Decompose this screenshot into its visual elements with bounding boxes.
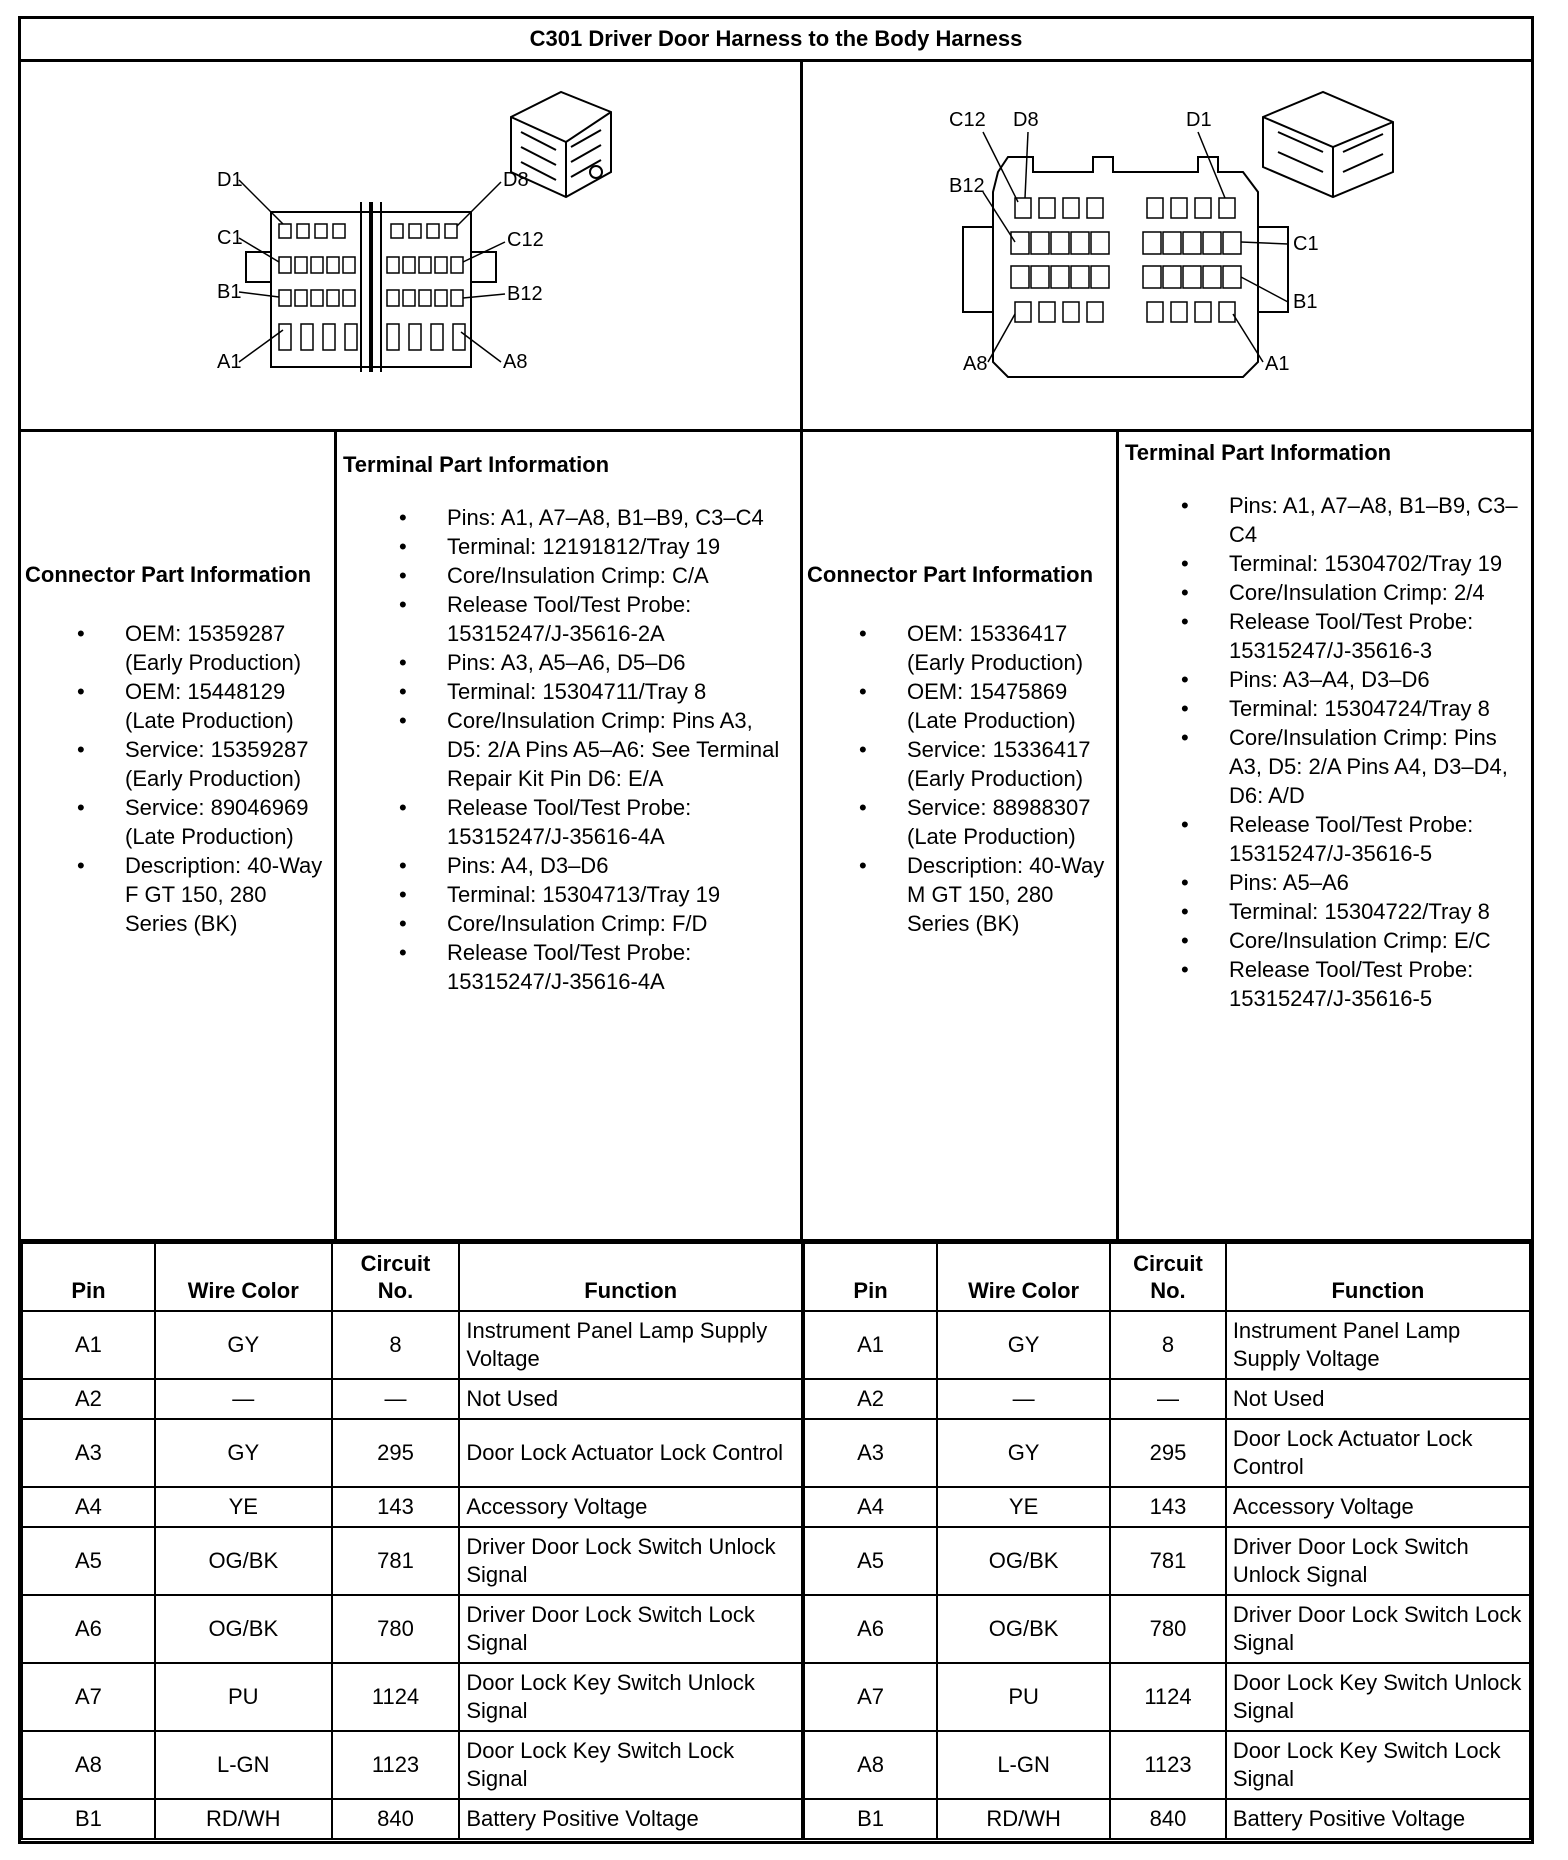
cell-color: PU	[937, 1663, 1110, 1731]
pin-label-d1: D1	[1186, 109, 1212, 131]
column-header: Function	[1226, 1243, 1530, 1311]
cell-color: OG/BK	[937, 1527, 1110, 1595]
cell-function: Battery Positive Voltage	[459, 1799, 802, 1839]
cell-function: Door Lock Actuator Lock Control	[459, 1419, 802, 1487]
table-row	[22, 1419, 802, 1487]
list-item: • Pins: A1, A7–A8, B1–B9, C3–C4	[343, 503, 793, 532]
cell-circuit: 1123	[332, 1731, 460, 1799]
list-item: • Pins: A3, A5–A6, D5–D6	[343, 648, 793, 677]
cell-color: —	[937, 1379, 1110, 1419]
cell-pin: A5	[22, 1527, 155, 1595]
column-header: Pin	[804, 1243, 937, 1311]
female-connector-illustration	[21, 62, 800, 429]
cell-color: OG/BK	[155, 1595, 332, 1663]
list-item: • Core/Insulation Crimp: 2/4	[1125, 578, 1525, 607]
list-item: • Service: 15336417 (Early Production)	[807, 735, 1107, 793]
cell-color: L-GN	[937, 1731, 1110, 1799]
column-header: Function	[459, 1243, 802, 1311]
list-item: • Terminal: 15304713/Tray 19	[343, 880, 793, 909]
connector-document	[18, 16, 1534, 1844]
cell-pin: A2	[22, 1379, 155, 1419]
cell-pin: A8	[804, 1731, 937, 1799]
table-row	[804, 1799, 1530, 1839]
left-connector-drawing	[21, 62, 803, 432]
list-item: • Release Tool/Test Probe: 15315247/J-35616-4A	[343, 793, 793, 851]
pin-label-d1: D1	[217, 169, 243, 191]
pin-label-a8: A8	[963, 353, 988, 375]
left-connector-part-info	[21, 432, 337, 1239]
list-item: • Service: 88988307 (Late Production)	[807, 793, 1107, 851]
document-title: C301 Driver Door Harness to the Body Harness	[21, 19, 1531, 62]
cell-circuit: 295	[1110, 1419, 1226, 1487]
connector-part-list	[25, 619, 325, 938]
list-item: • Core/Insulation Crimp: Pins A3, D5: 2/A Pins A5–A6: See Terminal Repair Kit Pin D6: E/A	[343, 706, 793, 793]
cell-pin: B1	[804, 1799, 937, 1839]
cell-function: Driver Door Lock Switch Unlock Signal	[1226, 1527, 1530, 1595]
cell-pin: A8	[22, 1731, 155, 1799]
terminal-part-heading: Terminal Part Information	[343, 452, 610, 477]
list-item: • Core/Insulation Crimp: F/D	[343, 909, 793, 938]
cell-function: Accessory Voltage	[459, 1487, 802, 1527]
right-terminal-part-info	[1119, 432, 1531, 1239]
cell-color: RD/WH	[155, 1799, 332, 1839]
pin-label-c1: C1	[217, 227, 243, 249]
pin-label-c1: C1	[1293, 233, 1319, 255]
cell-function: Door Lock Key Switch Unlock Signal	[1226, 1663, 1530, 1731]
terminal-group	[1125, 665, 1525, 868]
cell-function: Instrument Panel Lamp Supply Voltage	[1226, 1311, 1530, 1379]
cell-color: PU	[155, 1663, 332, 1731]
list-item: • Terminal: 15304722/Tray 8	[1125, 897, 1525, 926]
list-item: • Service: 15359287 (Early Production)	[25, 735, 325, 793]
list-item: • Core/Insulation Crimp: E/C	[1125, 926, 1525, 955]
connector-part-list	[807, 619, 1107, 938]
cell-pin: A6	[804, 1595, 937, 1663]
cell-function: Door Lock Actuator Lock Control	[1226, 1419, 1530, 1487]
list-item: • Pins: A4, D3–D6	[343, 851, 793, 880]
list-item: • OEM: 15359287 (Early Production)	[25, 619, 325, 677]
connector-part-heading: Connector Part Information	[807, 562, 1094, 587]
pin-label-d8: D8	[503, 169, 529, 191]
terminal-group	[1125, 491, 1525, 665]
cell-color: YE	[937, 1487, 1110, 1527]
list-item: • Terminal: 15304702/Tray 19	[1125, 549, 1525, 578]
list-item: • Pins: A5–A6	[1125, 868, 1525, 897]
list-item: • Release Tool/Test Probe: 15315247/J-35616-5	[1125, 810, 1525, 868]
list-item: • Release Tool/Test Probe: 15315247/J-35616-4A	[343, 938, 793, 996]
list-item: • Pins: A1, A7–A8, B1–B9, C3–C4	[1125, 491, 1525, 549]
table-row	[22, 1731, 802, 1799]
pin-label-b1: B1	[1293, 291, 1318, 313]
table-row	[22, 1663, 802, 1731]
right-pin-table	[803, 1242, 1531, 1840]
table-row	[804, 1379, 1530, 1419]
left-terminal-part-info	[337, 432, 803, 1239]
cell-function: Battery Positive Voltage	[1226, 1799, 1530, 1839]
column-header: Wire Color	[155, 1243, 332, 1311]
cell-function: Not Used	[459, 1379, 802, 1419]
cell-circuit: 1123	[1110, 1731, 1226, 1799]
table-row	[804, 1663, 1530, 1731]
pin-label-c12: C12	[507, 229, 544, 251]
table-row	[22, 1527, 802, 1595]
table-row	[804, 1419, 1530, 1487]
cell-color: RD/WH	[937, 1799, 1110, 1839]
cell-pin: A3	[22, 1419, 155, 1487]
table-row	[22, 1379, 802, 1419]
terminal-part-heading: Terminal Part Information	[1125, 440, 1392, 465]
table-row	[22, 1487, 802, 1527]
column-header: Circuit No.	[332, 1243, 460, 1311]
cell-circuit: —	[332, 1379, 460, 1419]
table-row	[804, 1487, 1530, 1527]
right-connector-part-info	[803, 432, 1119, 1239]
male-connector-illustration	[803, 62, 1531, 429]
column-header: Pin	[22, 1243, 155, 1311]
cell-pin: A3	[804, 1419, 937, 1487]
column-header: Wire Color	[937, 1243, 1110, 1311]
pin-label-d8: D8	[1013, 109, 1039, 131]
list-item: • Service: 89046969 (Late Production)	[25, 793, 325, 851]
list-item: • Release Tool/Test Probe: 15315247/J-35616-2A	[343, 590, 793, 648]
pin-label-a1: A1	[217, 351, 242, 373]
list-item: • Release Tool/Test Probe: 15315247/J-35616-3	[1125, 607, 1525, 665]
list-item: • OEM: 15448129 (Late Production)	[25, 677, 325, 735]
list-item: • Core/Insulation Crimp: C/A	[343, 561, 793, 590]
terminal-group	[343, 503, 793, 648]
table-row	[804, 1595, 1530, 1663]
cell-color: L-GN	[155, 1731, 332, 1799]
cell-pin: A5	[804, 1527, 937, 1595]
cell-pin: B1	[22, 1799, 155, 1839]
cell-pin: A6	[22, 1595, 155, 1663]
terminal-group	[1125, 868, 1525, 1013]
cell-pin: A4	[804, 1487, 937, 1527]
cell-color: OG/BK	[937, 1595, 1110, 1663]
cell-color: OG/BK	[155, 1527, 332, 1595]
cell-pin: A1	[804, 1311, 937, 1379]
list-item: • Pins: A3–A4, D3–D6	[1125, 665, 1525, 694]
right-connector-drawing	[803, 62, 1531, 432]
cell-circuit: 143	[332, 1487, 460, 1527]
pin-label-c12: C12	[949, 109, 986, 131]
table-row	[804, 1311, 1530, 1379]
table-row	[22, 1311, 802, 1379]
pin-label-b12: B12	[507, 283, 543, 305]
cell-circuit: 781	[1110, 1527, 1226, 1595]
cell-function: Driver Door Lock Switch Lock Signal	[1226, 1595, 1530, 1663]
list-item: • Terminal: 15304711/Tray 8	[343, 677, 793, 706]
list-item: • OEM: 15475869 (Late Production)	[807, 677, 1107, 735]
table-row	[804, 1731, 1530, 1799]
cell-pin: A1	[22, 1311, 155, 1379]
cell-function: Accessory Voltage	[1226, 1487, 1530, 1527]
cell-circuit: 143	[1110, 1487, 1226, 1527]
terminal-group	[343, 851, 793, 996]
pin-label-a8: A8	[503, 351, 528, 373]
list-item: • Description: 40-Way M GT 150, 280 Series (BK)	[807, 851, 1107, 938]
cell-circuit: 295	[332, 1419, 460, 1487]
cell-function: Instrument Panel Lamp Supply Voltage	[459, 1311, 802, 1379]
left-pin-table	[21, 1242, 803, 1840]
cell-circuit: 8	[332, 1311, 460, 1379]
cell-function: Driver Door Lock Switch Unlock Signal	[459, 1527, 802, 1595]
terminal-group	[343, 648, 793, 851]
cell-circuit: 780	[332, 1595, 460, 1663]
cell-circuit: 840	[332, 1799, 460, 1839]
cell-circuit: 1124	[1110, 1663, 1226, 1731]
cell-function: Door Lock Key Switch Lock Signal	[1226, 1731, 1530, 1799]
cell-pin: A4	[22, 1487, 155, 1527]
cell-function: Driver Door Lock Switch Lock Signal	[459, 1595, 802, 1663]
cell-circuit: —	[1110, 1379, 1226, 1419]
connector-part-heading: Connector Part Information	[25, 562, 312, 587]
list-item: • Core/Insulation Crimp: Pins A3, D5: 2/A Pins A4, D3–D4, D6: A/D	[1125, 723, 1525, 810]
cell-color: GY	[155, 1311, 332, 1379]
list-item: • Release Tool/Test Probe: 15315247/J-35616-5	[1125, 955, 1525, 1013]
cell-pin: A7	[804, 1663, 937, 1731]
cell-color: GY	[937, 1419, 1110, 1487]
cell-circuit: 1124	[332, 1663, 460, 1731]
cell-color: —	[155, 1379, 332, 1419]
cell-function: Door Lock Key Switch Lock Signal	[459, 1731, 802, 1799]
cell-circuit: 780	[1110, 1595, 1226, 1663]
list-item: • Description: 40-Way F GT 150, 280 Series (BK)	[25, 851, 325, 938]
cell-function: Not Used	[1226, 1379, 1530, 1419]
pin-label-b12: B12	[949, 175, 985, 197]
cell-circuit: 781	[332, 1527, 460, 1595]
cell-color: GY	[937, 1311, 1110, 1379]
cell-pin: A2	[804, 1379, 937, 1419]
list-item: • Terminal: 12191812/Tray 19	[343, 532, 793, 561]
pin-label-b1: B1	[217, 281, 242, 303]
column-header: Circuit No.	[1110, 1243, 1226, 1311]
cell-circuit: 8	[1110, 1311, 1226, 1379]
table-row	[22, 1799, 802, 1839]
cell-function: Door Lock Key Switch Unlock Signal	[459, 1663, 802, 1731]
cell-color: YE	[155, 1487, 332, 1527]
cell-circuit: 840	[1110, 1799, 1226, 1839]
list-item: • Terminal: 15304724/Tray 8	[1125, 694, 1525, 723]
table-row	[22, 1595, 802, 1663]
cell-pin: A7	[22, 1663, 155, 1731]
cell-color: GY	[155, 1419, 332, 1487]
table-row	[804, 1527, 1530, 1595]
pin-label-a1: A1	[1265, 353, 1290, 375]
list-item: • OEM: 15336417 (Early Production)	[807, 619, 1107, 677]
